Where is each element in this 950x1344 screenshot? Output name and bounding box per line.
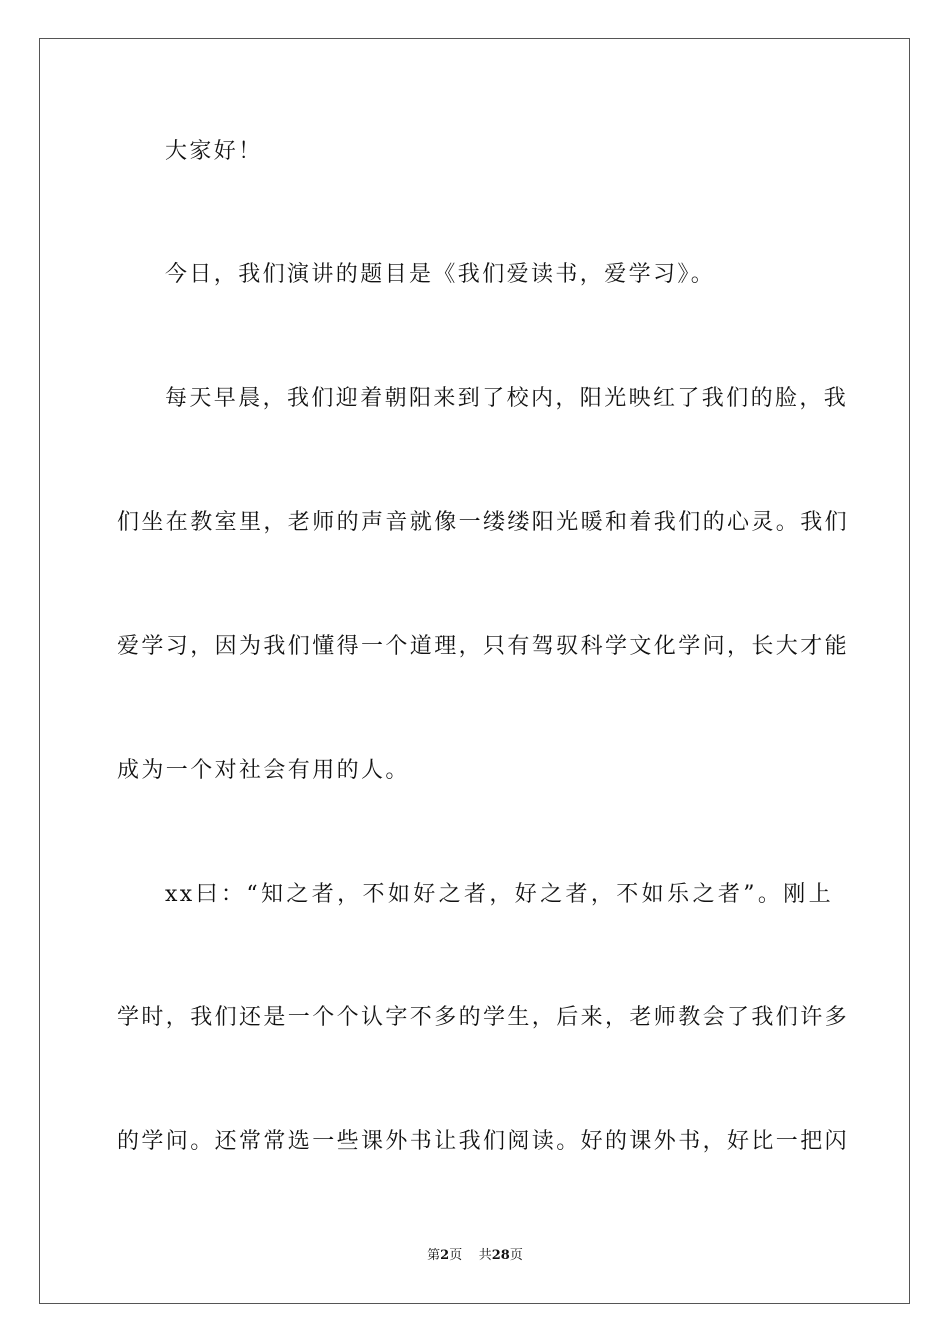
topic-line: 今日，我们演讲的题目是《我们爱读书，爱学习》。 [165, 262, 716, 287]
page-frame [39, 38, 910, 1304]
footer-page-prefix: 第 [427, 1248, 441, 1263]
footer-total-suffix: 页 [509, 1248, 523, 1263]
page-footer [0, 1247, 950, 1265]
paragraph-line: 爱学习，因为我们懂得一个道理，只有驾驭科学文化学问，长大才能 [117, 634, 850, 659]
greeting-line: 大家好！ [165, 139, 263, 164]
footer-page-number: 2 [440, 1248, 450, 1263]
footer-total-pages: 28 [491, 1248, 510, 1263]
paragraph-line: 的学问。还常常选一些课外书让我们阅读。好的课外书，好比一把闪 [117, 1129, 850, 1154]
paragraph-line: 们坐在教室里，老师的声音就像一缕缕阳光暖和着我们的心灵。我们 [117, 510, 850, 535]
paragraph-line: 学时，我们还是一个个认字不多的学生，后来，老师教会了我们许多 [117, 1005, 850, 1030]
footer-total-prefix: 共 [478, 1248, 492, 1263]
paragraph-line: 每天早晨，我们迎着朝阳来到了校内，阳光映红了我们的脸，我 [165, 386, 849, 411]
paragraph-line: 成为一个对社会有用的人。 [117, 758, 410, 783]
paragraph-line: xx曰：“知之者，不如好之者，好之者，不如乐之者”。刚上 [165, 882, 833, 907]
footer-page-suffix: 页 [449, 1248, 463, 1263]
